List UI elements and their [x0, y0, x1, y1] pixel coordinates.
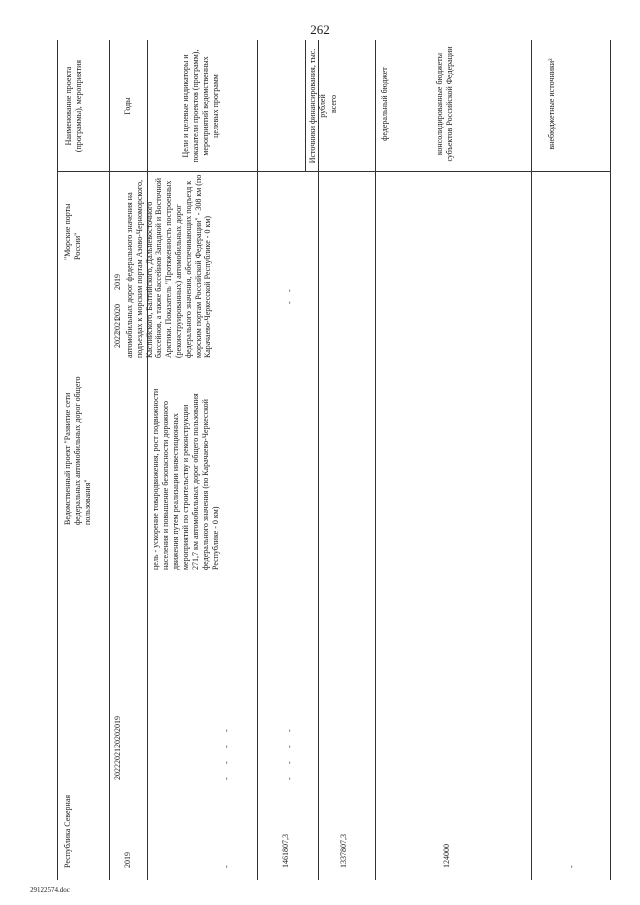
col-divider [531, 40, 532, 880]
rotated-table [57, 40, 610, 880]
dash-cell: - [285, 301, 294, 304]
dash-cell: - [222, 729, 231, 732]
row-name: "Морские порты России" [63, 203, 82, 260]
dash-cell: - [222, 865, 231, 868]
dash-cell: - [285, 289, 294, 292]
sources-divider [305, 40, 306, 172]
header-years: Годы [123, 97, 132, 115]
col-divider [147, 40, 148, 880]
header-regional: консолидированные бюджеты субъектов Российской Федерации [435, 46, 454, 162]
extra-cell: - [567, 865, 576, 868]
table-border [57, 40, 58, 880]
row-name: Ведомственный проект "Развитие сети федеральных автомобильных дорог общего пользования" [63, 376, 92, 525]
header-name: Наименование проекта (программы), мероприятия [64, 59, 83, 153]
col-divider [257, 40, 258, 880]
year-cell: 2022 [113, 332, 122, 348]
col-divider [109, 40, 110, 880]
row-name: Республика Северная [63, 794, 72, 868]
table-border [610, 40, 611, 880]
year-cell: 2021 [113, 748, 122, 764]
row-goal-text: цель - ускорение товародвижения, рост подвижности населения и повышение безопасности дорожного движения путем реализации инвестиционных мероприятий по строительству и реконструкции 271,7 км автомобильных дорог общего пользования федерального значения (по Карачаево-Черкесской Республике - 0 км) [151, 388, 220, 570]
dash-cell: - [222, 777, 231, 780]
dash-cell: - [285, 745, 294, 748]
regional-cell: 124000 [442, 844, 451, 868]
year-cell: 2019 [113, 716, 122, 732]
year-cell: 2020 [113, 732, 122, 748]
year-cell: 2019 [123, 852, 132, 868]
dash-cell: - [222, 745, 231, 748]
dash-cell: - [285, 729, 294, 732]
row-goal-text: автомобильных дорог федерального значения на подъездах к морским портам Азово-Черноморского, Каспийского, Балтийского, Дальневосточного бассейнов, а также бассейнов Западной и Восточной Арктики. Показатель "Протяженность построенных (реконструированных) автомобильных дорог федерального значения, обеспечивающих подъезд к морским портам Российской Федерации" - 308 км (по Карачаево-Черкесской Республике - 0 км) [125, 174, 213, 358]
dash-cell: - [285, 761, 294, 764]
header-goals: Цели и целевые индикаторы и показатели проектов (программ), мероприятий ведомственных целевых программ [181, 49, 220, 163]
dash-cell: - [285, 777, 294, 780]
col-divider [375, 40, 376, 880]
header-federal: федеральный бюджет [380, 67, 389, 141]
header-total: всего [329, 95, 338, 114]
header-extra: внебюджетные источники² [547, 58, 556, 150]
document-id: 29122574.doc [30, 886, 70, 894]
federal-cell: 1337807,3 [339, 834, 348, 868]
year-cell: 2020 [113, 304, 122, 320]
year-cell: 2019 [113, 274, 122, 290]
year-cell: 2021 [113, 318, 122, 334]
page-number: 262 [310, 22, 330, 37]
total-cell: 1461807,3 [281, 834, 290, 868]
year-cell: 2022 [113, 764, 122, 780]
dash-cell: - [222, 761, 231, 764]
header-sources: Источники финансирования, тыс. рублей [308, 48, 327, 164]
